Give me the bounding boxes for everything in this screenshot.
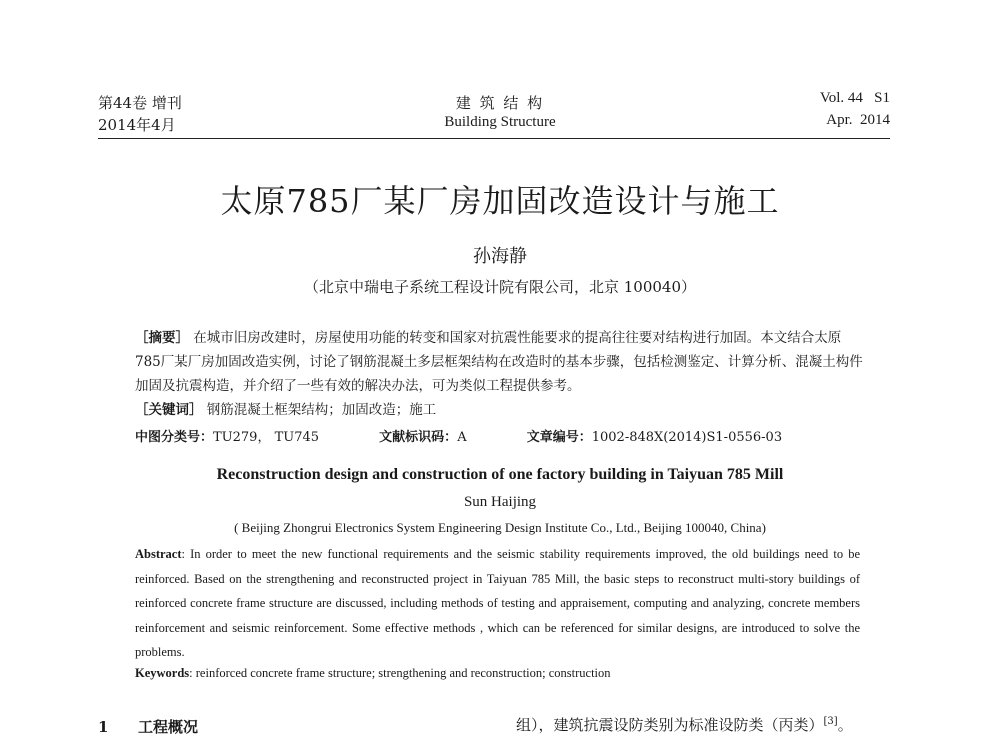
paper-title: 太原785厂某厂房加固改造设计与施工 <box>220 182 780 220</box>
section-heading <box>98 716 198 737</box>
abstract-cn-text: 在城市旧房改建时，房屋使用功能的转变和国家对抗震性能要求的提高往往要对结构进行加固。本文结合太原785厂某厂房加固改造实例，讨论了钢筋混凝土多层框架结构在改造时的基本步骤，包括检测鉴定、计算分析、混凝土构件加固及抗震构造，并介绍了一些有效的解决办法，可为类似工程提供参考。 <box>135 330 863 394</box>
classification-line <box>135 426 838 445</box>
abstract-cn <box>135 326 865 422</box>
paper-title-en: Reconstruction design and construction of one factory building in Taiyuan 785 Mill <box>216 466 784 483</box>
doc-code-label: 文献标识码： <box>379 430 458 445</box>
keywords-en <box>135 666 611 681</box>
journal-date-en: Apr. 2014 <box>826 112 890 128</box>
author-en: Sun Haijing <box>463 494 537 510</box>
citation-ref: [3] <box>823 716 838 727</box>
journal-volume: 第44卷 增刊 <box>98 94 182 112</box>
column2-sentence: 组），建筑抗震设防类别为标准设防类（丙类） <box>516 716 824 734</box>
column2-text <box>516 714 853 735</box>
affiliation: （北京中瑞电子系统工程设计院有限公司，北京 100040） <box>303 278 697 296</box>
article-number-value: 1002-848X(2014)S1-0556-03 <box>591 430 783 445</box>
abstract-en <box>135 542 860 665</box>
affiliation-en: ( Beijing Zhongrui Electronics System Engineering Design Institute Co., Ltd., Beijing 100040, China) <box>234 520 766 535</box>
author: 孙海静 <box>473 246 527 267</box>
keywords-cn-text: 钢筋混凝土框架结构；加固改造；施工 <box>206 402 437 418</box>
abstract-en-label: Abstract <box>135 547 182 561</box>
abstract-en-text: : In order to meet the new functional requirements and the seismic stability requirements improved, the old buildings need to be reinforced. Based on the strengthening and reconstructed project in Taiyuan 785 Mill, the basic steps to reconstruct multi-story buildings of reinforced concrete frame structure are discussed, including methods of testing and appraisement, computing and analyzing, concrete members reinforcement and seismic reinforcement. Some effective methods , which can be referenced for similar designs, are introduced to solve the problems. <box>135 547 860 659</box>
section-number: 1 <box>98 718 109 736</box>
column2-period: 。 <box>837 716 853 734</box>
journal-name-en: Building Structure <box>444 114 556 130</box>
journal-name-cn: 建 筑 结 构 <box>455 94 545 112</box>
clc-value: TU279， TU745 <box>213 430 320 445</box>
article-number-label: 文章编号： <box>526 430 592 445</box>
journal-date: 2014年4月 <box>98 116 176 134</box>
keywords-en-text: : reinforced concrete frame structure; strengthening and reconstruction; construction <box>189 666 611 680</box>
journal-volume-en: Vol. 44 S1 <box>819 90 890 106</box>
header-rule <box>98 138 890 139</box>
section-title: 工程概况 <box>138 718 199 736</box>
keywords-en-label: Keywords <box>135 666 190 680</box>
keywords-cn-label: ［关键词］ <box>135 402 203 418</box>
doc-code-value: A <box>457 430 467 445</box>
abstract-cn-label: ［摘要］ <box>135 330 189 346</box>
clc-label: 中图分类号： <box>135 430 214 445</box>
